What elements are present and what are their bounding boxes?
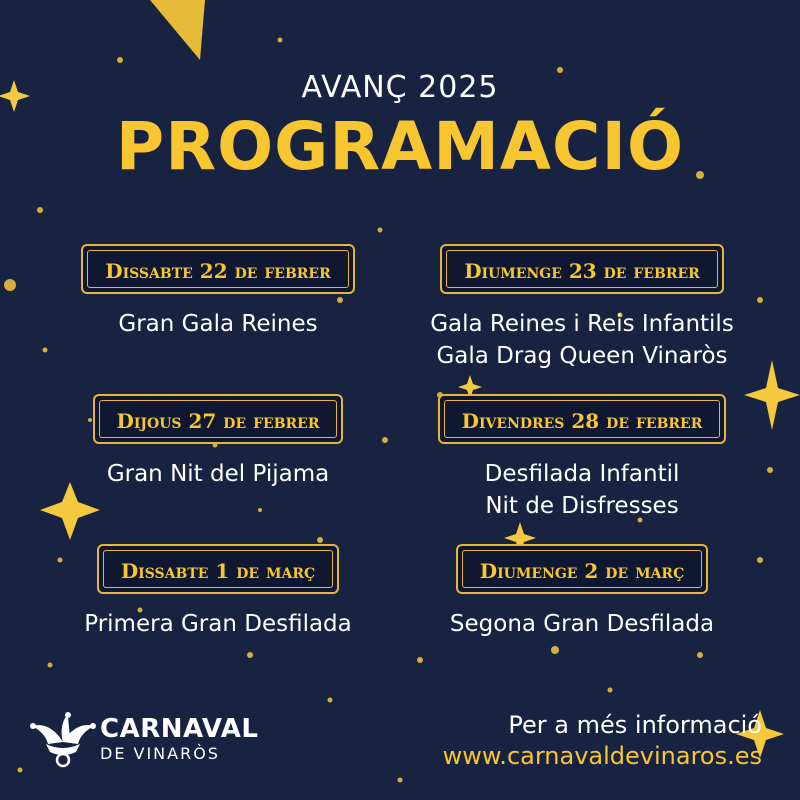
date-badge: Dissabte 1 de març <box>97 544 339 594</box>
event-card <box>38 544 398 640</box>
date-badge: Dijous 27 de febrer <box>93 394 344 444</box>
subtitle: AVANÇ 2025 <box>301 70 499 105</box>
date-badge: Diumenge 2 de març <box>456 544 708 594</box>
event-title: Desfilada Infantil <box>484 461 680 487</box>
event-title: Gala Drag Queen Vinaròs <box>436 343 728 369</box>
event-title: Nit de Disfresses <box>485 493 679 519</box>
event-title: Gran Nit del Pijama <box>106 461 330 487</box>
date-badge: Diumenge 23 de febrer <box>440 244 724 294</box>
event-card <box>38 244 398 340</box>
date-badge: Dissabte 22 de febrer <box>81 244 355 294</box>
more-info <box>443 710 762 772</box>
logo-name: CARNAVAL <box>100 714 259 744</box>
page-title: PROGRAMACIÓ <box>115 108 685 185</box>
carnaval-logo <box>30 712 260 772</box>
event-title: Gala Reines i Reis Infantils <box>430 311 734 337</box>
event-card <box>38 394 398 490</box>
event-card <box>402 544 762 640</box>
event-title: Primera Gran Desfilada <box>84 611 352 637</box>
event-card <box>402 394 762 522</box>
info-label: Per a més informació <box>508 711 762 739</box>
date-badge: Divendres 28 de febrer <box>438 394 727 444</box>
logo-subtitle: DE VINARÒS <box>100 744 220 763</box>
event-title: Gran Gala Reines <box>118 311 318 337</box>
event-title: Segona Gran Desfilada <box>449 611 715 637</box>
event-card <box>402 244 762 372</box>
website-link[interactable]: www.carnavaldevinaros.es <box>442 742 762 770</box>
jester-hat-icon <box>30 712 96 772</box>
